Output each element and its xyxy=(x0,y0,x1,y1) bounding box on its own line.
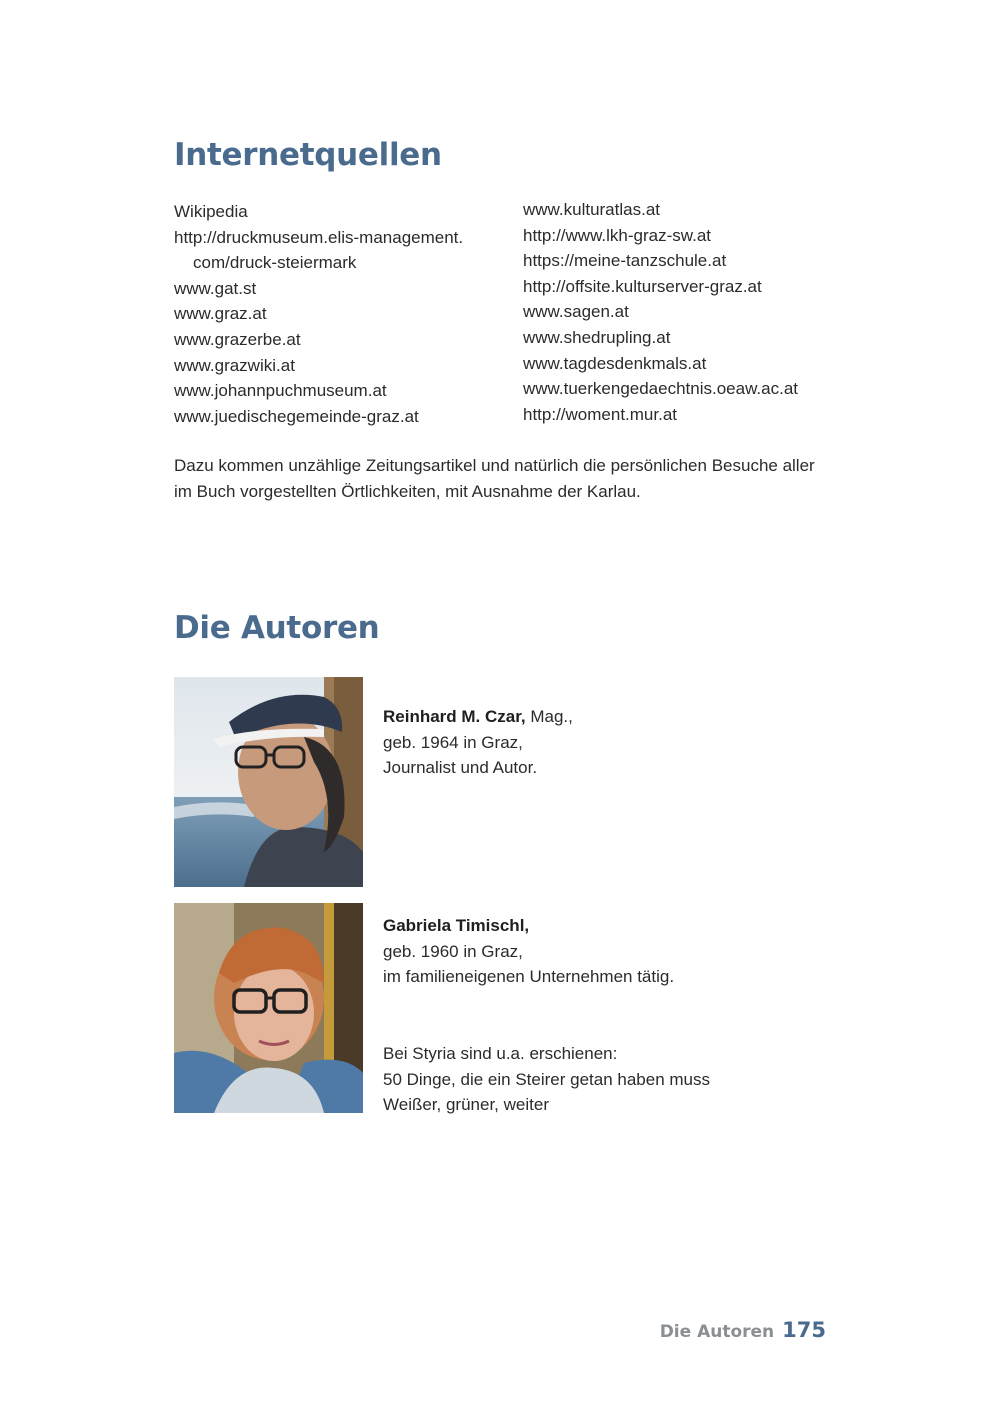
source-item: www.tagdesdenkmals.at xyxy=(523,353,707,373)
author-photo-gabriela xyxy=(174,903,363,1113)
author-bio-reinhard xyxy=(383,704,573,781)
author-occupation: Journalist und Autor. xyxy=(383,758,538,778)
author-title: Mag., xyxy=(525,707,573,726)
source-item: http://www.lkh-graz-sw.at xyxy=(523,225,712,245)
section-title-authors: Die Autoren xyxy=(174,610,380,646)
sources-column-right xyxy=(523,197,798,427)
published-books xyxy=(383,1041,710,1118)
page-footer xyxy=(660,1318,826,1342)
source-item: www.graz.at xyxy=(174,304,267,324)
author-name-line xyxy=(383,913,674,939)
author-name: Reinhard M. Czar, xyxy=(383,707,526,726)
sources-column-left xyxy=(174,199,463,429)
author-name: Gabriela Timischl, xyxy=(383,916,530,935)
source-item: www.sagen.at xyxy=(523,302,629,322)
book-title: 50 Dinge, die ein Steirer getan haben muss xyxy=(383,1069,710,1089)
source-item-continuation: com/druck-steiermark xyxy=(193,253,357,273)
source-item: www.grazerbe.at xyxy=(174,329,301,349)
portrait-man-image xyxy=(174,677,363,887)
source-item: www.tuerkengedaechtnis.oeaw.ac.at xyxy=(523,379,799,399)
source-item: www.johannpuchmuseum.at xyxy=(174,381,387,401)
note-line: Dazu kommen unzählige Zeitungsartikel und natürlich die persönlichen Besuche aller xyxy=(174,456,815,475)
source-item: http://offsite.kulturserver-graz.at xyxy=(523,276,762,296)
source-item: www.juedischegemeinde-graz.at xyxy=(174,406,419,426)
author-birth: geb. 1960 in Graz, xyxy=(383,941,523,961)
author-photo-reinhard xyxy=(174,677,363,887)
source-item: Wikipedia xyxy=(174,202,248,221)
sources-note xyxy=(174,453,854,504)
book-title: Weißer, grüner, weiter xyxy=(383,1095,549,1115)
books-intro: Bei Styria sind u.a. erschienen: xyxy=(383,1044,618,1063)
source-item: http://druckmuseum.elis-management. xyxy=(174,227,464,247)
section-title-internet-sources: Internetquellen xyxy=(174,137,442,173)
source-item: www.kulturatlas.at xyxy=(523,200,660,219)
source-item: www.gat.st xyxy=(174,278,257,298)
source-item: www.grazwiki.at xyxy=(174,355,295,375)
author-occupation: im familieneigenen Unternehmen tätig. xyxy=(383,967,675,987)
portrait-woman-image xyxy=(174,903,363,1113)
page-number: 175 xyxy=(782,1318,826,1342)
footer-section-label: Die Autoren xyxy=(659,1322,775,1342)
author-name-line xyxy=(383,704,573,730)
source-item: http://woment.mur.at xyxy=(523,404,678,424)
author-bio-gabriela xyxy=(383,913,674,990)
note-line: im Buch vorgestellten Örtlichkeiten, mit Ausnahme der Karlau. xyxy=(174,481,641,501)
source-item: www.shedrupling.at xyxy=(523,327,671,347)
source-item: https://meine-tanzschule.at xyxy=(523,251,727,271)
author-birth: geb. 1964 in Graz, xyxy=(383,732,523,752)
